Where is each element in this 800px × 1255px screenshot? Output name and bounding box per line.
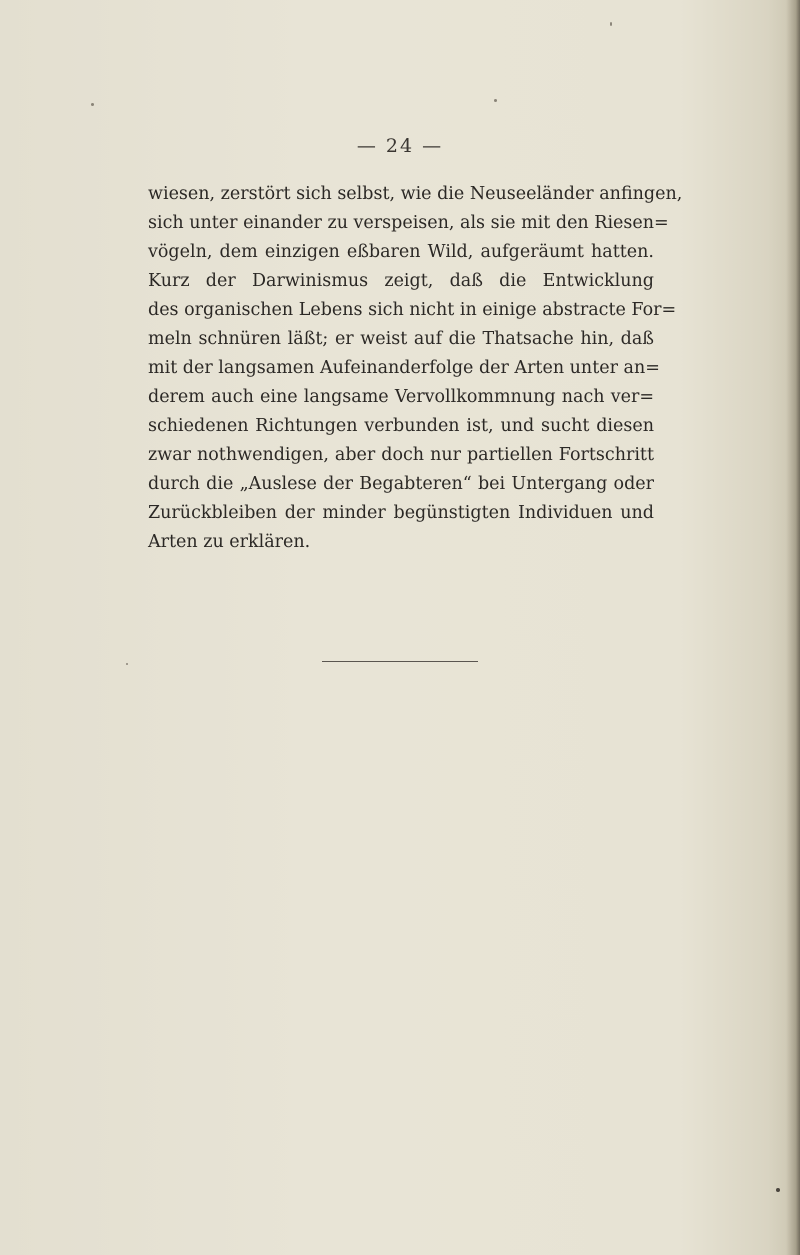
- paper-speck: [610, 22, 612, 26]
- text-line: derem auch eine langsame Vervollkommnung nach ver=: [148, 387, 654, 407]
- section-divider: [322, 661, 478, 662]
- paper-speck: [776, 1188, 780, 1192]
- text-line: wiesen, zerstört sich selbst, wie die Neuseeländer anfingen,: [148, 184, 683, 204]
- text-line: durch die „Auslese der Begabteren“ bei Untergang oder: [148, 474, 654, 494]
- body-paragraph: [148, 180, 683, 557]
- paper-speck: [494, 99, 497, 102]
- text-line: mit der langsamen Aufeinanderfolge der Arten unter an=: [148, 358, 660, 378]
- text-line: schiedenen Richtungen verbunden ist, und sucht diesen: [148, 416, 654, 436]
- paper-speck: [91, 103, 94, 106]
- text-line: sich unter einander zu verspeisen, als sie mit den Riesen=: [148, 213, 669, 233]
- text-line: zwar nothwendigen, aber doch nur partiellen Fortschritt: [148, 445, 654, 465]
- text-line: des organischen Lebens sich nicht in einige abstracte For=: [148, 300, 677, 320]
- page-edge-shadow: [786, 0, 800, 1255]
- paper-speck: [126, 663, 128, 665]
- text-line: Kurz der Darwinismus zeigt, daß die Entwicklung: [148, 271, 654, 291]
- page-number: — 24 —: [356, 135, 444, 157]
- text-line: Zurückbleiben der minder begünstigten Individuen und: [148, 503, 654, 523]
- text-line: meln schnüren läßt; er weist auf die Thatsache hin, daß: [148, 329, 654, 349]
- text-line: Arten zu erklären.: [148, 532, 311, 552]
- text-line: vögeln, dem einzigen eßbaren Wild, aufgeräumt hatten.: [148, 242, 654, 262]
